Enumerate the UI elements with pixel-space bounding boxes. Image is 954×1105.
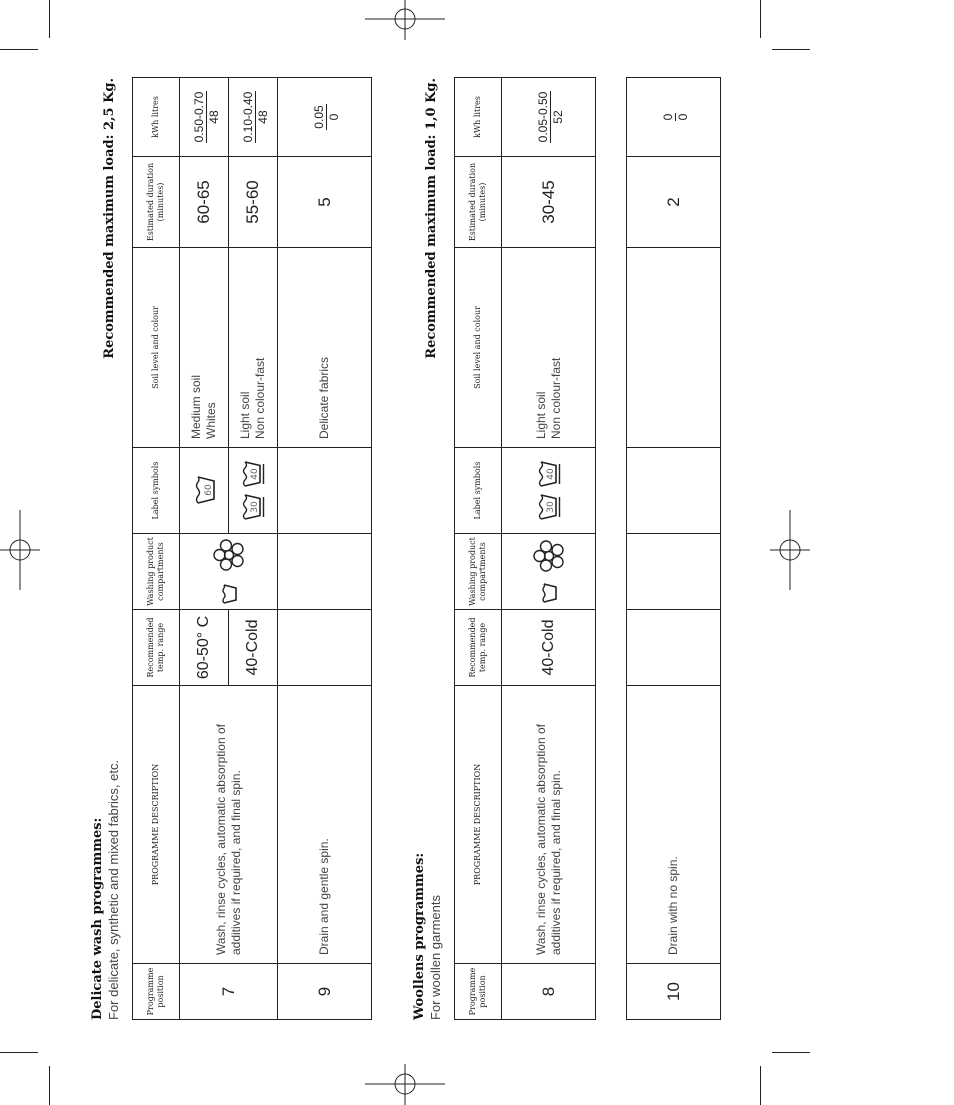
programme-description: Drain with no spin. <box>627 686 721 964</box>
soil-line: Non colour-fast <box>548 357 563 439</box>
registration-mark-icon <box>0 510 40 590</box>
energy-cell <box>180 78 229 157</box>
delicate-title-row <box>90 78 132 1020</box>
table-row <box>180 78 229 1020</box>
crop-mark <box>760 0 761 38</box>
programme-position: 10 <box>627 964 721 1020</box>
label-symbol-cell <box>229 448 278 534</box>
woollens-table <box>454 77 596 1020</box>
woollens-drain-table <box>626 77 721 1020</box>
soil-level <box>229 248 278 448</box>
programme-description: Wash, rinse cycles, automatic absorption of additives if required, and final spin. <box>180 686 278 964</box>
header-position: Programme position <box>455 964 502 1020</box>
energy-cell <box>502 78 596 157</box>
duration: 55-60 <box>229 157 278 248</box>
header-compartments: Washing product compartments <box>455 534 502 610</box>
wash-40-gentle-icon <box>535 460 563 488</box>
wash-temp-label: 30 <box>250 501 260 513</box>
header-position: Programme position <box>133 964 180 1020</box>
woollens-title: Woollens programmes: <box>412 852 427 1020</box>
woollens-title-row <box>412 78 454 1020</box>
compartments-cell <box>502 534 596 610</box>
temp-range: 60-50° C <box>180 610 229 686</box>
wash-temp-label: 30 <box>545 501 556 513</box>
registration-mark-icon <box>770 510 810 590</box>
header-soil: Soil level and colour <box>455 248 502 448</box>
delicate-subtitle: For delicate, synthetic and mixed fabrics, etc. <box>106 759 121 1020</box>
programme-position: 8 <box>502 964 596 1020</box>
label-symbol-cell <box>278 448 372 534</box>
soil-level <box>627 248 721 448</box>
wash-30-gentle-icon <box>239 493 267 521</box>
registration-mark-icon <box>365 1064 445 1105</box>
wash-temp-label: 60 <box>204 484 214 497</box>
soil-line: Medium soil <box>189 374 203 439</box>
crop-mark <box>772 1052 810 1053</box>
programme-description: Wash, rinse cycles, automatic absorption of additives if required, and final spin. <box>502 686 596 964</box>
soil-line: Whites <box>204 402 218 439</box>
header-compartments: Washing product compartments <box>133 534 180 610</box>
wash-tub-icon <box>539 582 559 604</box>
energy-cell <box>229 78 278 157</box>
duration: 60-65 <box>180 157 229 248</box>
crop-mark <box>772 49 810 50</box>
crop-mark <box>0 49 38 50</box>
delicate-title: Delicate wash programmes: <box>90 817 105 1020</box>
programme-description: Drain and gentle spin. <box>278 686 372 964</box>
litres-value: 48 <box>206 110 221 124</box>
header-temp: Recommended temp. range <box>133 610 180 686</box>
energy-cell <box>627 78 721 157</box>
table-header-row <box>133 78 180 1020</box>
label-symbol-cell <box>627 448 721 534</box>
delicate-table <box>132 77 372 1020</box>
programme-position: 7 <box>180 964 278 1020</box>
kwh-value: 0.50-0.70 <box>191 91 206 143</box>
label-symbol-cell <box>180 448 229 534</box>
programme-tables <box>90 78 721 1020</box>
flower-softener-icon <box>532 539 566 573</box>
wash-30-gentle-icon <box>535 493 563 521</box>
kwh-value: 0.05-0.50 <box>536 91 550 143</box>
wash-temp-label: 40 <box>545 468 556 480</box>
crop-mark <box>760 1066 761 1105</box>
soil-line: Light soil <box>238 391 252 439</box>
duration: 5 <box>278 157 372 248</box>
flower-softener-icon <box>212 538 246 572</box>
soil-level <box>180 248 229 448</box>
kwh-value: 0.05 <box>312 105 326 129</box>
delicate-max-load: Recommended maximum load: 2,5 Kg. <box>102 78 117 359</box>
header-symbols: Label symbols <box>455 448 502 534</box>
registration-mark-icon <box>365 0 445 40</box>
wash-tub-icon <box>219 583 239 605</box>
table-row <box>278 78 372 1020</box>
litres-value: 0 <box>676 113 690 121</box>
litres-value: 52 <box>551 110 565 124</box>
compartments-cell <box>180 534 278 610</box>
header-duration: Estimated duration (minutes) <box>133 157 180 248</box>
crop-mark <box>0 1052 38 1053</box>
soil-level <box>502 248 596 448</box>
energy-cell <box>278 78 372 157</box>
label-symbol-cell <box>502 448 596 534</box>
table-row <box>502 78 596 1020</box>
header-duration: Estimated duration (minutes) <box>455 157 502 248</box>
duration: 30-45 <box>502 157 596 248</box>
temp-range: 40-Cold <box>229 610 278 686</box>
header-symbols: Label symbols <box>133 448 180 534</box>
wash-temp-label: 40 <box>250 468 260 480</box>
delicate-section <box>90 78 372 1020</box>
soil-line: Non colour-fast <box>253 357 267 439</box>
wash-60-icon <box>191 476 217 506</box>
soil-line: Light soil <box>533 391 548 439</box>
woollens-section <box>412 78 721 1020</box>
header-description: PROGRAMME DESCRIPTION <box>455 686 502 964</box>
wash-40-gentle-icon <box>239 460 267 488</box>
programme-position: 9 <box>278 964 372 1020</box>
header-description: PROGRAMME DESCRIPTION <box>133 686 180 964</box>
header-energy: kWh litres <box>455 78 502 157</box>
compartments-cell <box>278 534 372 610</box>
kwh-value: 0 <box>661 113 675 121</box>
soil-level: Delicate fabrics <box>278 248 372 448</box>
compartments-cell <box>627 534 721 610</box>
table-gap <box>596 78 626 1020</box>
litres-value: 48 <box>255 110 270 124</box>
table-row <box>627 78 721 1020</box>
woollens-subtitle: For woollen garments <box>428 895 443 1020</box>
table-header-row <box>455 78 502 1020</box>
woollens-max-load: Recommended maximum load: 1,0 Kg. <box>424 78 439 359</box>
temp-range <box>627 610 721 686</box>
header-temp: Recommended temp. range <box>455 610 502 686</box>
crop-mark <box>49 1066 50 1105</box>
temp-range <box>278 610 372 686</box>
litres-value: 0 <box>327 113 341 121</box>
temp-range: 40-Cold <box>502 610 596 686</box>
header-soil: Soil level and colour <box>133 248 180 448</box>
crop-mark <box>49 0 50 38</box>
kwh-value: 0.10-0.40 <box>240 91 255 143</box>
header-energy: kWh litres <box>133 78 180 157</box>
duration: 2 <box>627 157 721 248</box>
